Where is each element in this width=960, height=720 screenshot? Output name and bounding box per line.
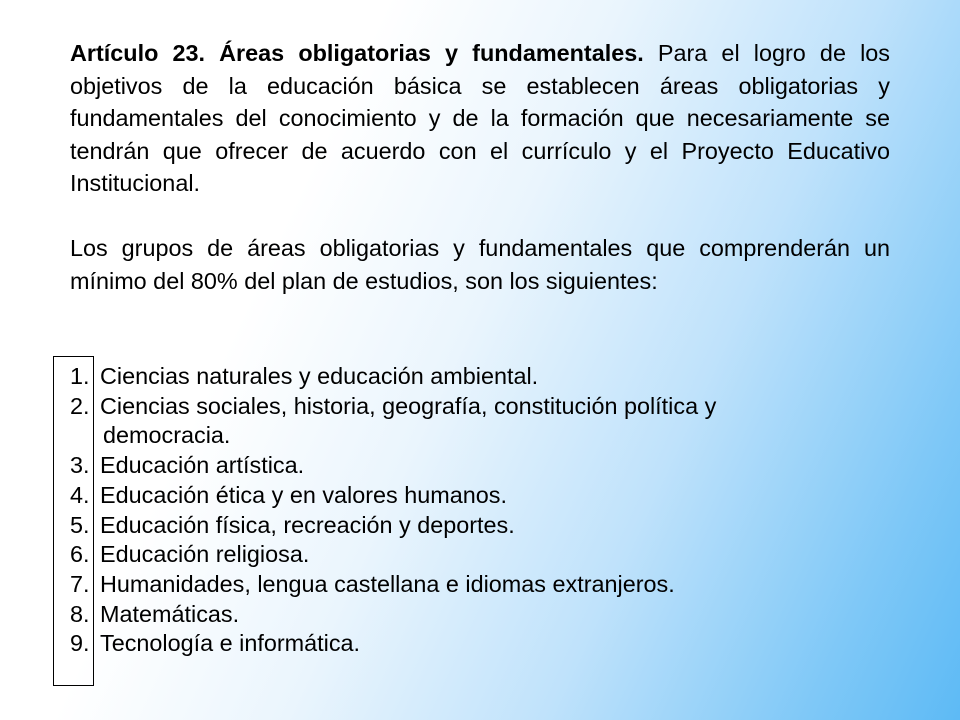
list-item-text: Humanidades, lengua castellana e idiomas extranjeros. xyxy=(100,570,675,597)
list-item-text: Ciencias naturales y educación ambiental. xyxy=(100,363,539,389)
list-item xyxy=(70,451,890,481)
list-item-number: 3. xyxy=(70,452,90,479)
list-item xyxy=(70,362,890,392)
list-item-text: Matemáticas. xyxy=(100,600,240,627)
areas-list xyxy=(70,362,890,659)
list-item xyxy=(70,481,890,511)
groups-intro-paragraph: Los grupos de áreas obligatorias y fundamentales que comprenderán un mínimo del 80% del plan de estudios, son los siguientes: xyxy=(70,235,890,294)
list-item xyxy=(70,392,890,451)
article-intro-text: Para el logro de los objetivos de la educación básica se establecen áreas obligatorias y fundamentales del conocimiento y de la formación que necesariamente se tendrán que ofrecer de acuerdo con el currículo y el Proyecto Educativo Institucional. xyxy=(70,40,890,197)
list-item-number: 2. xyxy=(70,392,90,419)
list-item-number: 6. xyxy=(70,541,90,568)
article-heading: Artículo 23. Áreas obligatorias y fundamentales. xyxy=(70,40,644,66)
list-item xyxy=(70,629,890,659)
list-item-number: 8. xyxy=(70,600,90,627)
list-item xyxy=(70,600,890,630)
list-item-number: 5. xyxy=(70,511,90,538)
list-item-text: Educación religiosa. xyxy=(100,541,310,568)
list-item xyxy=(70,511,890,541)
list-item xyxy=(70,540,890,570)
list-item-text: Tecnología e informática. xyxy=(100,630,361,657)
list-item-number: 7. xyxy=(70,570,90,597)
article-paragraph xyxy=(70,37,890,200)
list-item-number: 4. xyxy=(70,481,90,508)
list-item xyxy=(70,570,890,600)
list-item-text: Educación física, recreación y deportes. xyxy=(100,511,515,538)
list-item-text: Educación ética y en valores humanos. xyxy=(100,481,507,508)
list-item-continuation: democracia. xyxy=(103,422,231,449)
list-item-number: 9. xyxy=(70,630,90,657)
list-item-number: 1. xyxy=(70,363,90,389)
list-item-text: Educación artística. xyxy=(100,452,305,479)
list-item-text: Ciencias sociales, historia, geografía, constitución política y xyxy=(100,392,717,419)
